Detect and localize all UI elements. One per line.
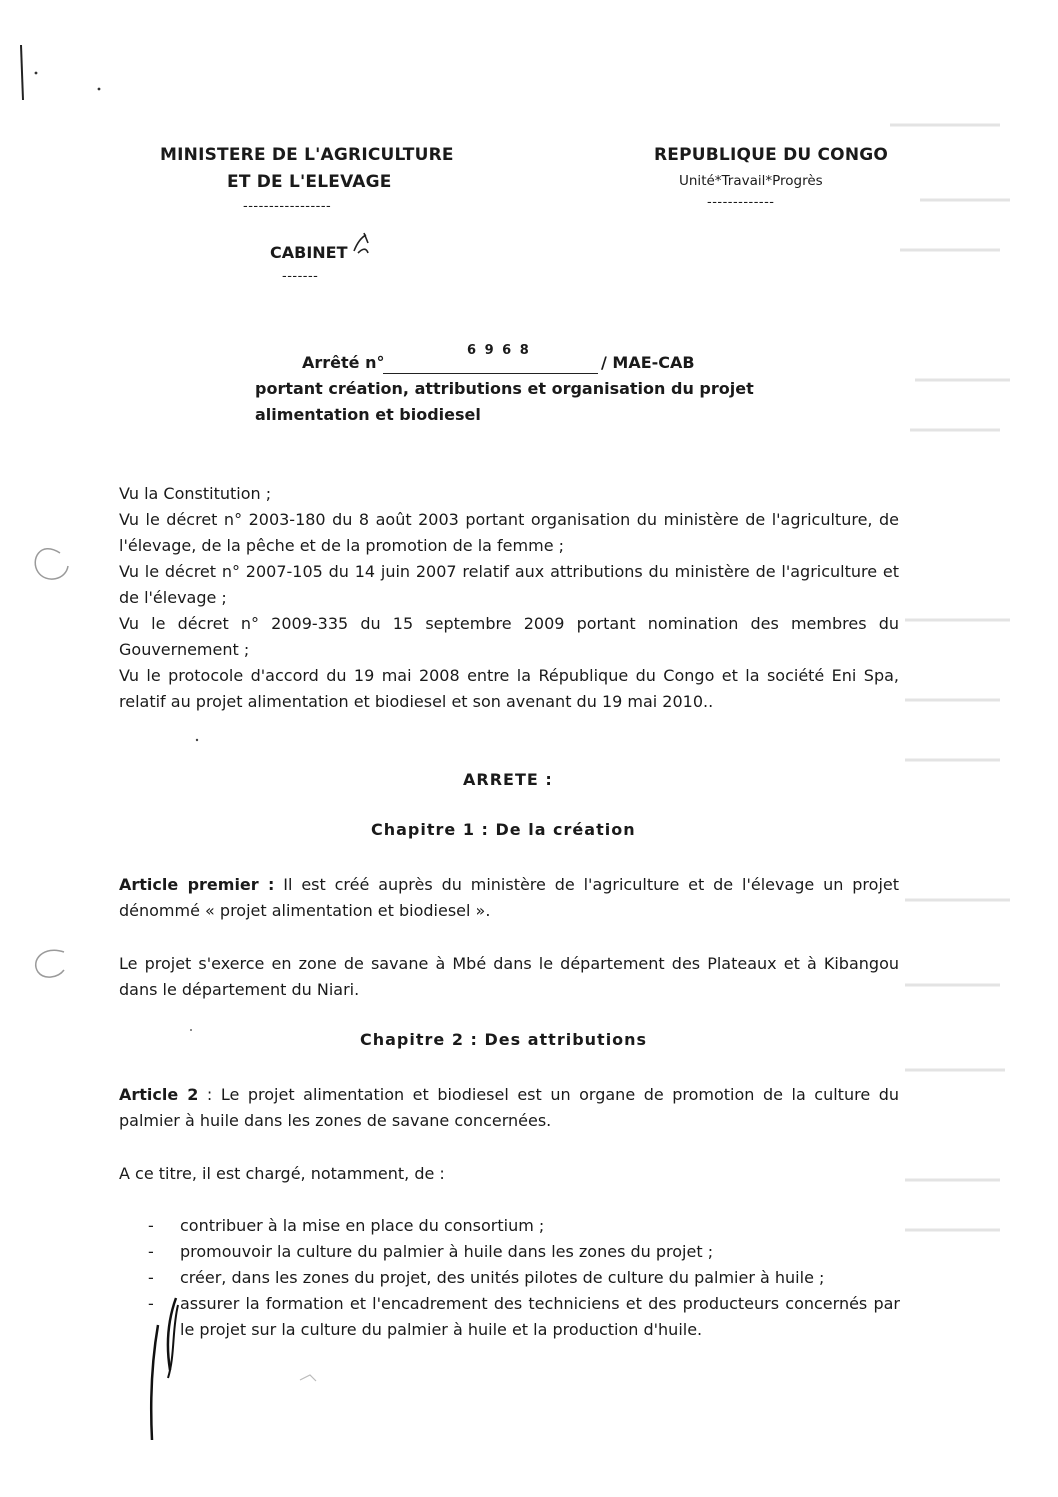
list-item: - assurer la formation et l'encadrement des techniciens et des producteurs concernés par le projet sur la culture du palmier à huile et la production d'huile. <box>148 1291 900 1343</box>
preamble-protocol: Vu le protocole d'accord du 19 mai 2008 entre la République du Congo et la société Eni Spa, relatif au projet alimentation et biodiesel et son avenant du 19 mai 2010.. <box>119 666 899 711</box>
preamble-constitution: Vu la Constitution ; <box>119 484 272 503</box>
republic-separator: ------------- <box>707 195 775 210</box>
article-2 <box>119 1082 899 1134</box>
article-2-label: Article 2 <box>119 1085 199 1104</box>
cabinet-label: CABINET <box>270 243 348 262</box>
preamble-decree-2007: Vu le décret n° 2007-105 du 14 juin 2007 relatif aux attributions du ministère de l'agriculture et de l'élevage ; <box>119 562 899 607</box>
republic-motto: Unité*Travail*Progrès <box>679 173 823 189</box>
cabinet-stamp-mark <box>350 231 374 257</box>
list-item: - promouvoir la culture du palmier à huile dans les zones du projet ; <box>148 1239 900 1265</box>
chapter1-location-paragraph: Le projet s'exerce en zone de savane à Mbé dans le département des Plateaux et à Kibangou dans le département du Niari. <box>119 954 899 999</box>
bullet-dash: - <box>148 1268 154 1287</box>
preamble-decree-2009: Vu le décret n° 2009-335 du 15 septembre 2009 portant nomination des membres du Gouvernement ; <box>119 614 899 659</box>
cabinet-separator: ------- <box>282 269 319 284</box>
decree-prefix: Arrêté n° <box>302 353 385 372</box>
preamble-decree-2003: Vu le décret n° 2003-180 du 8 août 2003 portant organisation du ministère de l'agriculture, de l'élevage, de la pêche et de la promotion de la femme ; <box>119 510 899 555</box>
republic-name: REPUBLIQUE DU CONGO <box>654 145 889 165</box>
preamble <box>119 481 899 715</box>
article-premier-text: Il est créé auprès du ministère de l'agriculture et de l'élevage un projet dénommé « projet alimentation et biodiesel ». <box>119 875 900 920</box>
decree-title-line2: alimentation et biodiesel <box>255 405 481 424</box>
ministry-name-line2: ET DE L'ELEVAGE <box>227 172 392 192</box>
article-premier <box>119 872 899 924</box>
arrete-heading: ARRETE : <box>463 770 553 789</box>
chapter1-title: Chapitre 1 : De la création <box>371 820 636 839</box>
decree-suffix: / MAE-CAB <box>601 353 695 372</box>
decree-number-line <box>383 373 598 374</box>
ministry-separator: ----------------- <box>243 199 332 214</box>
list-item: - créer, dans les zones du projet, des unités pilotes de culture du palmier à huile ; <box>148 1265 900 1291</box>
list-item: - contribuer à la mise en place du consortium ; <box>148 1213 900 1239</box>
article-premier-label: Article premier : <box>119 875 275 894</box>
chapter2-title: Chapitre 2 : Des attributions <box>360 1030 648 1049</box>
ministry-name-line1: MINISTERE DE L'AGRICULTURE <box>160 145 454 165</box>
article-2-text: : Le projet alimentation et biodiesel est un organe de promotion de la culture du palmier à huile dans les zones de savane concernées. <box>119 1085 899 1130</box>
bullet-dash: - <box>148 1294 154 1313</box>
decree-title-line1: portant création, attributions et organisation du projet <box>255 379 754 398</box>
bullet-dash: - <box>148 1216 154 1235</box>
attributions-list <box>148 1213 900 1343</box>
bullet-dash: - <box>148 1242 154 1261</box>
article-2-intro: A ce titre, il est chargé, notamment, de : <box>119 1164 445 1183</box>
decree-number: 6 9 6 8 <box>467 343 531 358</box>
